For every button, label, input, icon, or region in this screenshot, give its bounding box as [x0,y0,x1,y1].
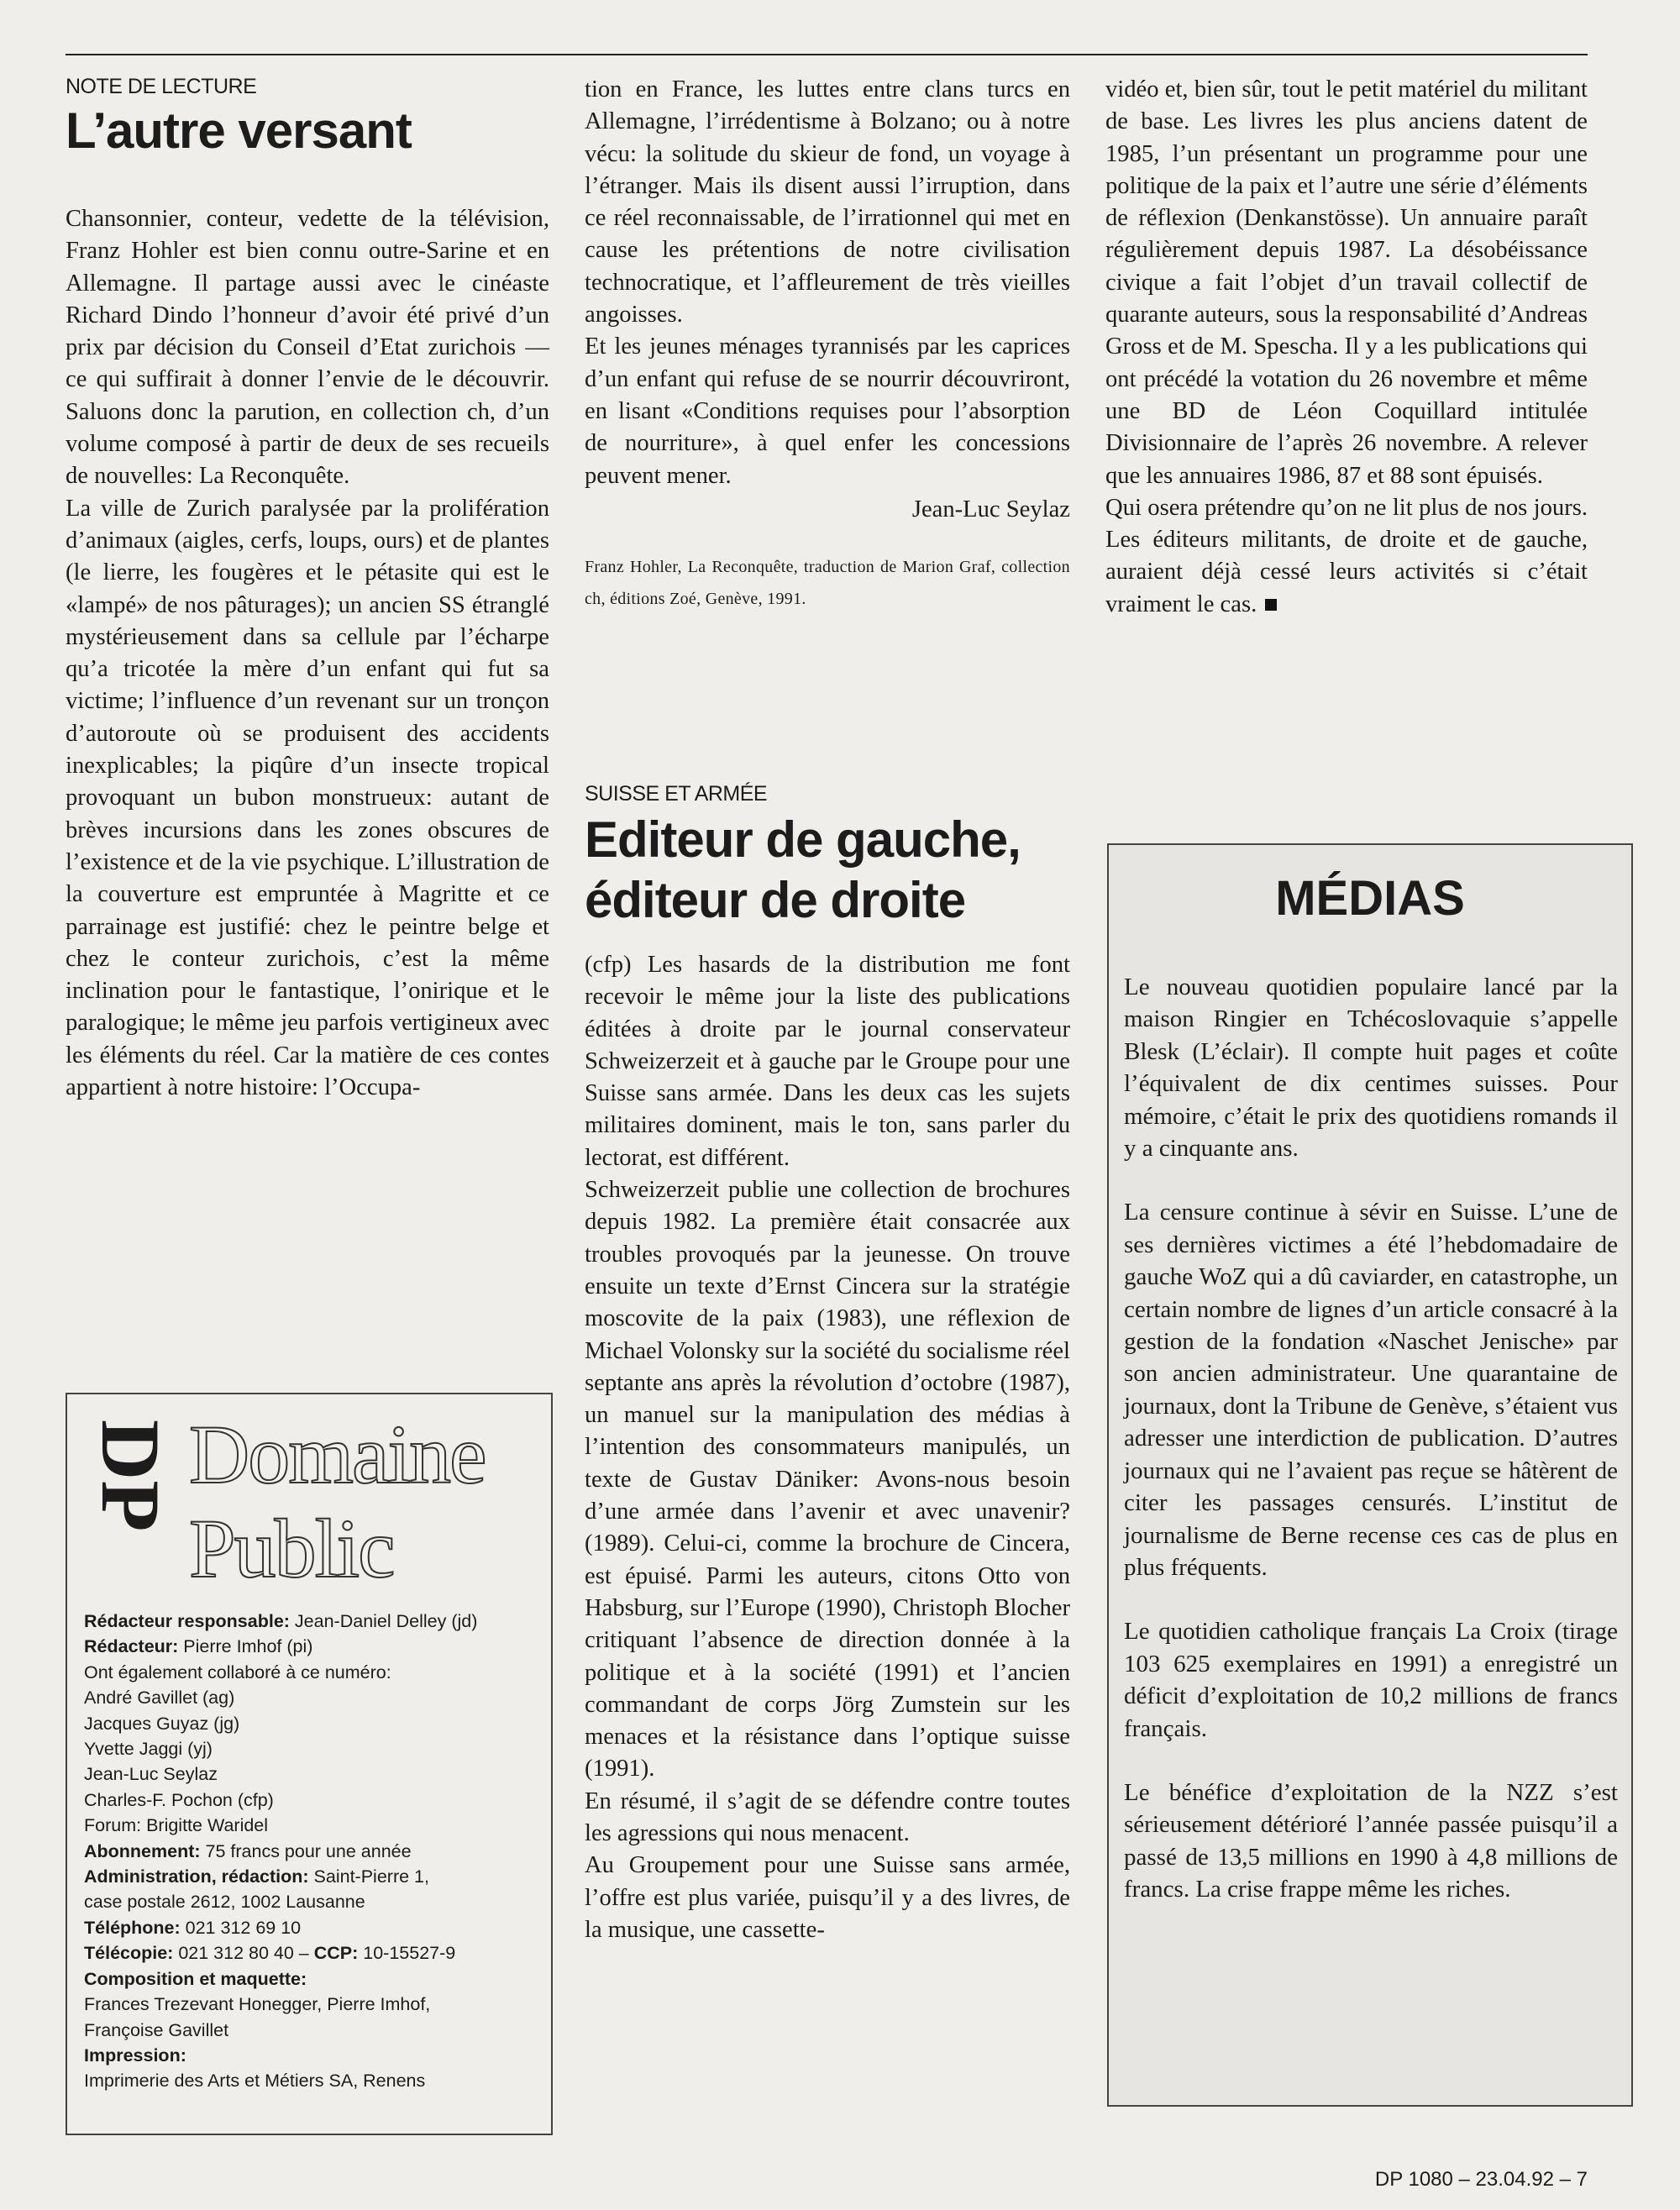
imprint-line: Françoise Gavillet [84,2019,229,2040]
article2-paragraph: vidéo et, bien sûr, tout le petit matériel du militant de base. Les livres les plus anciens datent de 1985, l’un présentant un programme pour une politique de la paix et l’autre une série d’éléments de réflexion (Denkanstösse). Un annuaire paraît régulièrement depuis 1987. La désobéissance civique a fait l’objet d’un travail collectif de quarante auteurs, sous la responsabilité d’Andreas Gross et de M. Spescha. Il y a les publications qui ont précédé la votation du 26 novembre et même une BD de Léon Coquillard intitulée Divisionnaire de l’après 26 novembre. A relever que les annuaires 1986, 87 et 88 sont épuisés. [1105,76,1588,489]
imprint-line: Rédacteur responsable: Jean-Daniel Delley (jd) [84,1611,478,1631]
imprint-details [84,1609,538,2094]
imprint-line: Jean-Luc Seylaz [84,1764,218,1785]
article2-paragraph: Schweizerzeit publie une collection de brochures depuis 1982. La première était consacrée aux troubles provoqués par la jeunesse. On trouve ensuite un texte d’Ernst Cincera sur la stratégie moscovite de la paix (1983), une réflexion de Michael Volonsky sur la société du socialisme réel septante ans après la révolution d’octobre (1987), un manuel sur la manipulation des médias à l’intention des consommateurs manipulés, un texte de Gustav Däniker: Avons-nous besoin d’une armée dans l’avenir et avec unavenir? (1989). Celui-ci, comme la brochure de Cincera, est épuisé. Parmi les auteurs, citons Otto von Habsburg, sur l’Europe (1990), Christoph Blocher critiquant l’absence de direction donnée à la politique et à la société (1991) et l’ancien commandant de corps Jörg Zumstein sur les menaces et la résistance dans l’optique suisse (1991). [585,1177,1070,1782]
column-1 [66,74,549,1104]
article2-paragraph: (cfp) Les hasards de la distribution me font recevoir le même jour la liste des publications éditées à droite par le journal conservateur Schweizerzeit et à gauche par le Groupe pour une Suisse sans armée. Dans les deux cas les sujets militaires dominent, mais le ton, sans parler du lectorat, est différent. [585,952,1070,1171]
medias-title: MÉDIAS [1275,871,1465,926]
masthead-line: Public [189,1502,394,1595]
article1-byline: Jean-Luc Seylaz [911,496,1070,522]
article1-paragraph: Chansonnier, conteur, vedette de la télévision, Franz Hohler est bien connu outre-Sarine et en Allemagne. Il partage aussi avec le cinéaste Richard Dindo l’honneur d’avoir été privé d’un prix par décision du Conseil d’Etat zurichois — ce qui suffirait à donner l’envie de le découvrir. Saluons donc la parution, en collection ch, d’un volume composé à partir de deux de ses recueils de nouvelles: La Reconquête. [66,206,549,490]
top-rule [66,54,1588,55]
page-folio: DP 1080 – 23.04.92 – 7 [1374,2168,1588,2191]
medias-paragraph: Le quotidien catholique français La Croix (tirage 103 625 exemplaires en 1991) a enregistré un déficit d’exploitation de 10,2 millions de francs français. [1124,1618,1618,1742]
imprint-line: André Gavillet (ag) [84,1688,235,1709]
medias-paragraph: Le bénéfice d’exploitation de la NZZ s’est sérieusement détérioré l’année passée puisqu’il a passé de 13,5 millions en 1990 à 4,8 millions de francs. La crise frappe même les riches. [1124,1778,1618,1903]
article2-paragraph: En résumé, il s’agit de se défendre contre toutes les agressions qui nous menacent. [585,1787,1070,1847]
imprint-line: Charles-F. Pochon (cfp) [84,1789,274,1810]
article2-paragraph: Au Groupement pour une Suisse sans armée, l’offre est plus variée, puisqu’il y a des livres, de la musique, une cassette- [585,1852,1070,1943]
imprint-line: Administration, rédaction: Saint-Pierre 1, [84,1866,429,1887]
imprint-line: Téléphone: 021 312 69 10 [84,1917,302,1938]
imprint-line: Rédacteur: Pierre Imhof (pi) [84,1636,313,1657]
imprint-line: Forum: Brigitte Waridel [84,1815,269,1836]
article1-source: Franz Hohler, La Reconquête, traduction de Marion Graf, collection ch, éditions Zoé, Genève, 1991. [585,558,1070,609]
article1-kicker: NOTE DE LECTURE [66,75,257,98]
article2-title-line: Editeur de gauche, [585,811,1021,868]
imprint-line: Imprimerie des Arts et Métiers SA, Renens [84,2071,426,2092]
dp-logo: DP [84,1420,177,1532]
imprint-line: Yvette Jaggi (yj) [84,1739,213,1760]
imprint-line: Composition et maquette: [84,1968,307,1989]
imprint-line: Impression: [84,2045,186,2066]
article1-title: L’autre versant [66,102,412,159]
article2-paragraph [1105,492,1588,621]
imprint-line: Frances Trezevant Honegger, Pierre Imhof, [84,1994,431,2015]
imprint-line: Jacques Guyaz (jg) [84,1713,240,1734]
column-3-top [1105,74,1588,621]
imprint-line: Ont également collaboré à ce numéro: [84,1661,391,1682]
masthead-line: Domaine [189,1408,486,1501]
article2-kicker: SUISSE ET ARMÉE [585,782,768,806]
medias-paragraph: La censure continue à sévir en Suisse. L’une de ses dernières victimes a été l’hebdomadaire de gauche WoZ qui a dû caviarder, en catastrophe, un certain nombre de lignes d’un article consacré à la gestion de la fondation «Naschet Jenische» par son ancien administrateur. Une quarantaine de journaux, dont la Tribune de Genève, s’étaient vus adresser une interdiction de publication. D’autres journaux qui ne l’avaient pas reçue se hâtèrent de citer les passages censurés. L’institut de journalisme de Berne recense ces cas de plus en plus fréquents. [1124,1199,1618,1581]
article2-title [585,810,1070,931]
medias-box [1107,843,1633,2107]
article1-paragraph: La ville de Zurich paralysée par la prolifération d’animaux (aigles, cerfs, loups, ours) et de plantes (le lierre, les fougères et le pétasite qui est le «lampé» de nos pâturages); un ancien SS étranglé mystérieusement dans sa cellule par l’écharpe qu’a tricotée la mère d’un enfant qui fut sa victime; l’influence d’un revenant sur un tronçon d’autoroute où se produisent des accidents inexplicables; la piqûre d’un insecte tropical provoquant un bubon monstrueux: autant de brèves incursions dans les zones obscures de l’existence et de la vie psychique. L’illustration de la couverture est empruntée à Magritte et ce parrainage est justifié: chez le peintre belge et chez le conteur zurichois, c’est la même inclination pour le fantastique, l’onirique et le paralogique; le même jeu parfois vertigineux avec les éléments du réel. Car la matière de ces contes appartient à notre histoire: l’Occupa- [66,495,549,1101]
medias-body [1124,971,1618,1938]
imprint-line: Abonnement: 75 francs pour une année [84,1840,412,1861]
article1-paragraph: Et les jeunes ménages tyrannisés par les caprices d’un enfant qui refuse de se nourrir découvriront, en lisant «Conditions requises pour l’absorption de nourriture», à quel enfer les concessions peuvent mener. [585,333,1070,489]
column-2-bottom [585,781,1070,1946]
imprint-box [66,1393,553,2135]
end-mark-icon [1265,599,1277,611]
article2-title-line: éditeur de droite [585,872,966,928]
article1-paragraph: tion en France, les luttes entre clans turcs en Allemagne, l’irrédentisme à Bolzano; ou à notre vécu: la solitude du skieur de fond, un voyage à l’étranger. Mais ils disent aussi l’irruption, dans ce réel reconnaissable, de l’irrationnel qui met en cause les prétentions de notre civilisation technocratique, et l’affleurement de très vieilles angoisses. [585,76,1070,328]
imprint-line: Télécopie: 021 312 80 40 – CCP: 10-15527-9 [84,1943,456,1964]
article2-closing-text: Qui osera prétendre qu’on ne lit plus de nos jours. Les éditeurs militants, de droite et de gauche, auraient déjà cessé leurs activités si c’était vraiment le cas. [1105,494,1588,617]
imprint-line: case postale 2612, 1002 Lausanne [84,1892,365,1913]
masthead [189,1408,486,1596]
column-2-top [585,74,1070,615]
medias-paragraph: Le nouveau quotidien populaire lancé par la maison Ringier en Tchécoslovaquie s’appelle Blesk (L’éclair). Il compte huit pages et coûte l’équivalent de dix centimes suisses. Pour mémoire, c’était le prix des quotidiens romands il y a cinquante ans. [1124,974,1618,1163]
